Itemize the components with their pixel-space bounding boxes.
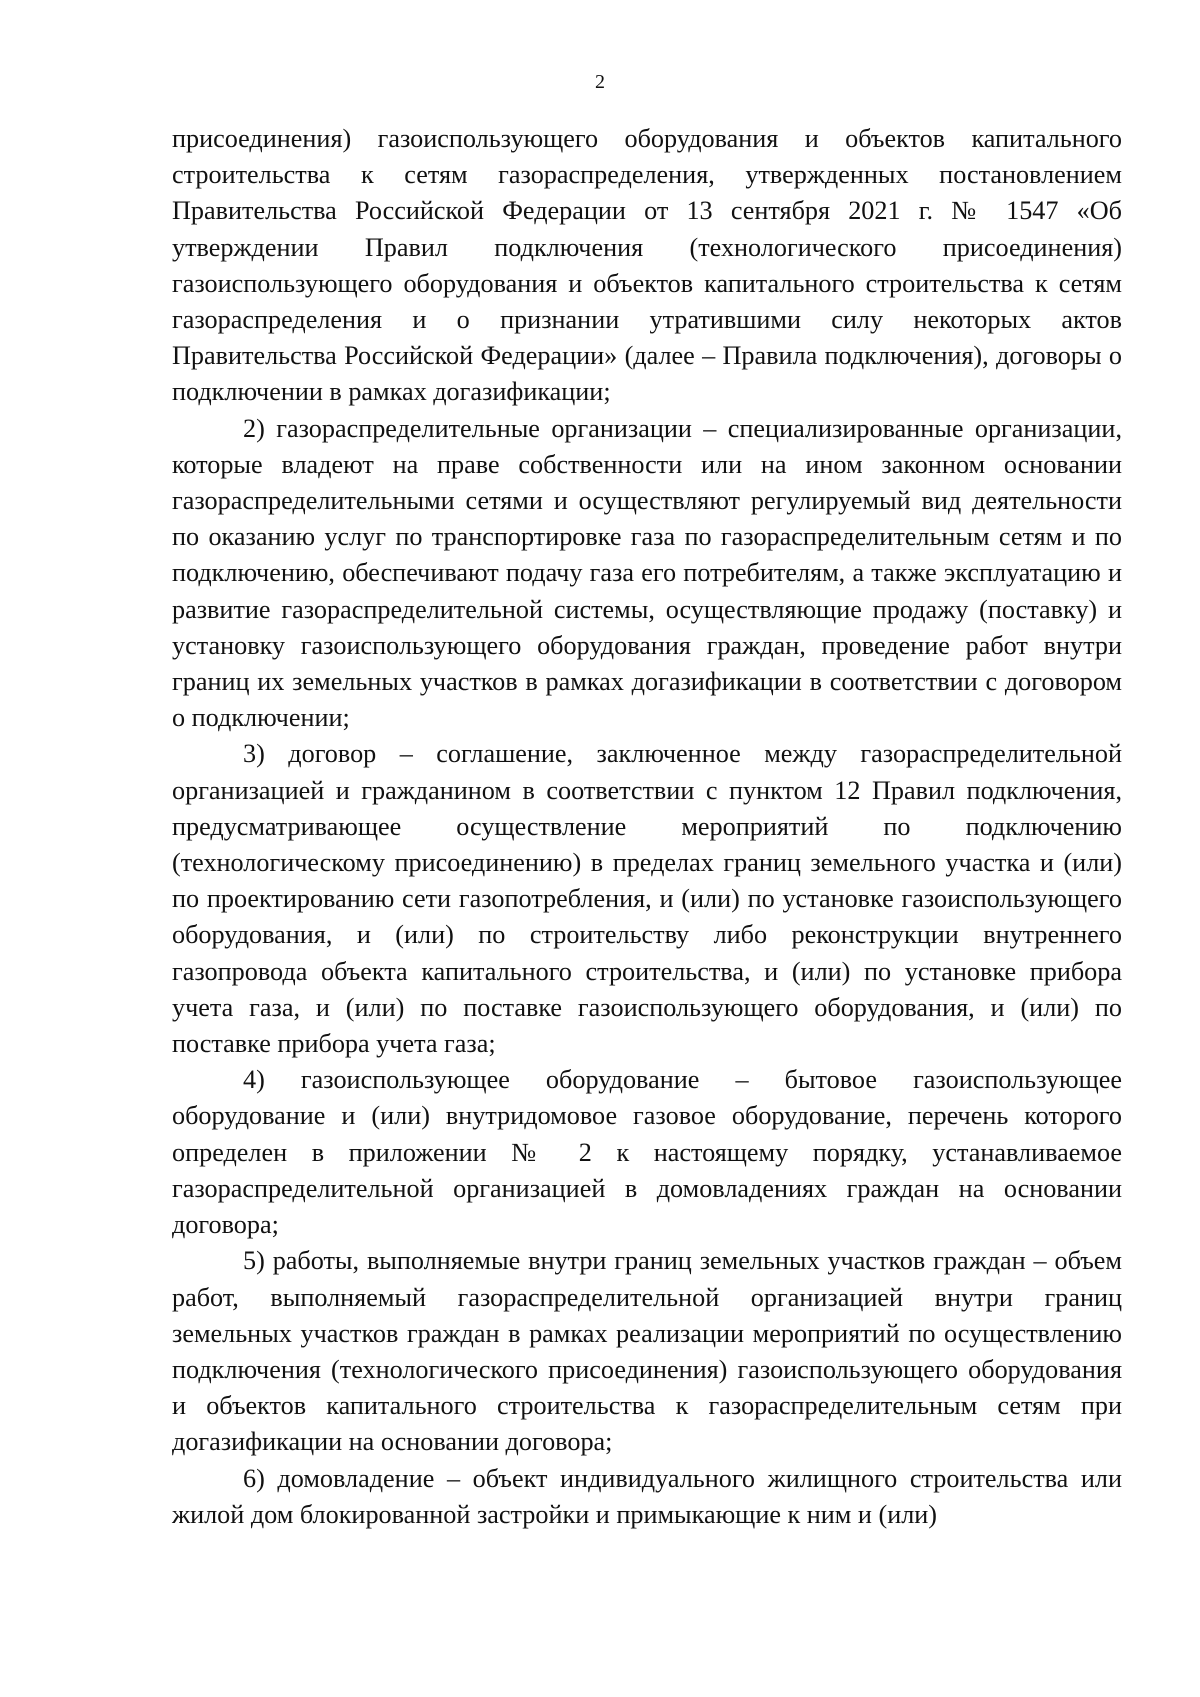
paragraph-item-5: 5) работы, выполняемые внутри границ земельных участков граждан – объем работ, выполняемый газораспределительной организацией внутри границ земельных участков граждан в рамках реализации мероприятий по осуществлению подключения (технологического присоединения) газоиспользующего оборудования и объектов капитального строительства к газораспределительным сетям при догазификации на основании договора; xyxy=(172,1246,1122,1457)
document-body xyxy=(172,121,1122,1533)
paragraph-item-3: 3) договор – соглашение, заключенное между газораспределительной организацией и гражданином в соответствии с пунктом 12 Правил подключения, предусматривающее осуществление мероприятий по подключению (технологическому присоединению) в пределах границ земельного участка и (или) по проектированию сети газопотребления, и (или) по установке газоиспользующего оборудования, и (или) по строительству либо реконструкции внутреннего газопровода объекта капитального строительства, и (или) по установке прибора учета газа, и (или) по поставке газоиспользующего оборудования, и (или) по поставке прибора учета газа; xyxy=(172,739,1122,1059)
paragraph-item-6: 6) домовладение – объект индивидуального жилищного строительства или жилой дом блокированной застройки и примыкающие к ним и (или) xyxy=(172,1463,1122,1529)
paragraph-item-4: 4) газоиспользующее оборудование – бытовое газоиспользующее оборудование и (или) внутридомовое газовое оборудование, перечень которого определен в приложении № 2 к настоящему порядку, устанавливаемое газораспределительной организацией в домовладениях граждан на основании договора; xyxy=(172,1065,1122,1240)
paragraph-item-2: 2) газораспределительные организации – специализированные организации, которые владеют на праве собственности или на ином законном основании газораспределительными сетями и осуществляют регулируемый вид деятельности по оказанию услуг по транспортировке газа по газораспределительным сетям и по подключению, обеспечивают подачу газа его потребителям, а также эксплуатацию и развитие газораспределительной системы, осуществляющие продажу (поставку) и установку газоиспользующего оборудования граждан, проведение работ внутри границ их земельных участков в рамках догазификации в соответствии с договором о подключении; xyxy=(172,413,1122,733)
paragraph-continuation: присоединения) газоиспользующего оборудования и объектов капитального строительства к сетям газораспределения, утвержденных постановлением Правительства Российской Федерации от 13 сентября 2021 г. № 1547 «Об утверждении Правил подключения (технологического присоединения) газоиспользующего оборудования и объектов капитального строительства к сетям газораспределения и о признании утратившими силу некоторых актов Правительства Российской Федерации» (далее – Правила подключения), договоры о подключении в рамках догазификации; xyxy=(172,124,1122,407)
page-number: 2 xyxy=(595,71,605,93)
